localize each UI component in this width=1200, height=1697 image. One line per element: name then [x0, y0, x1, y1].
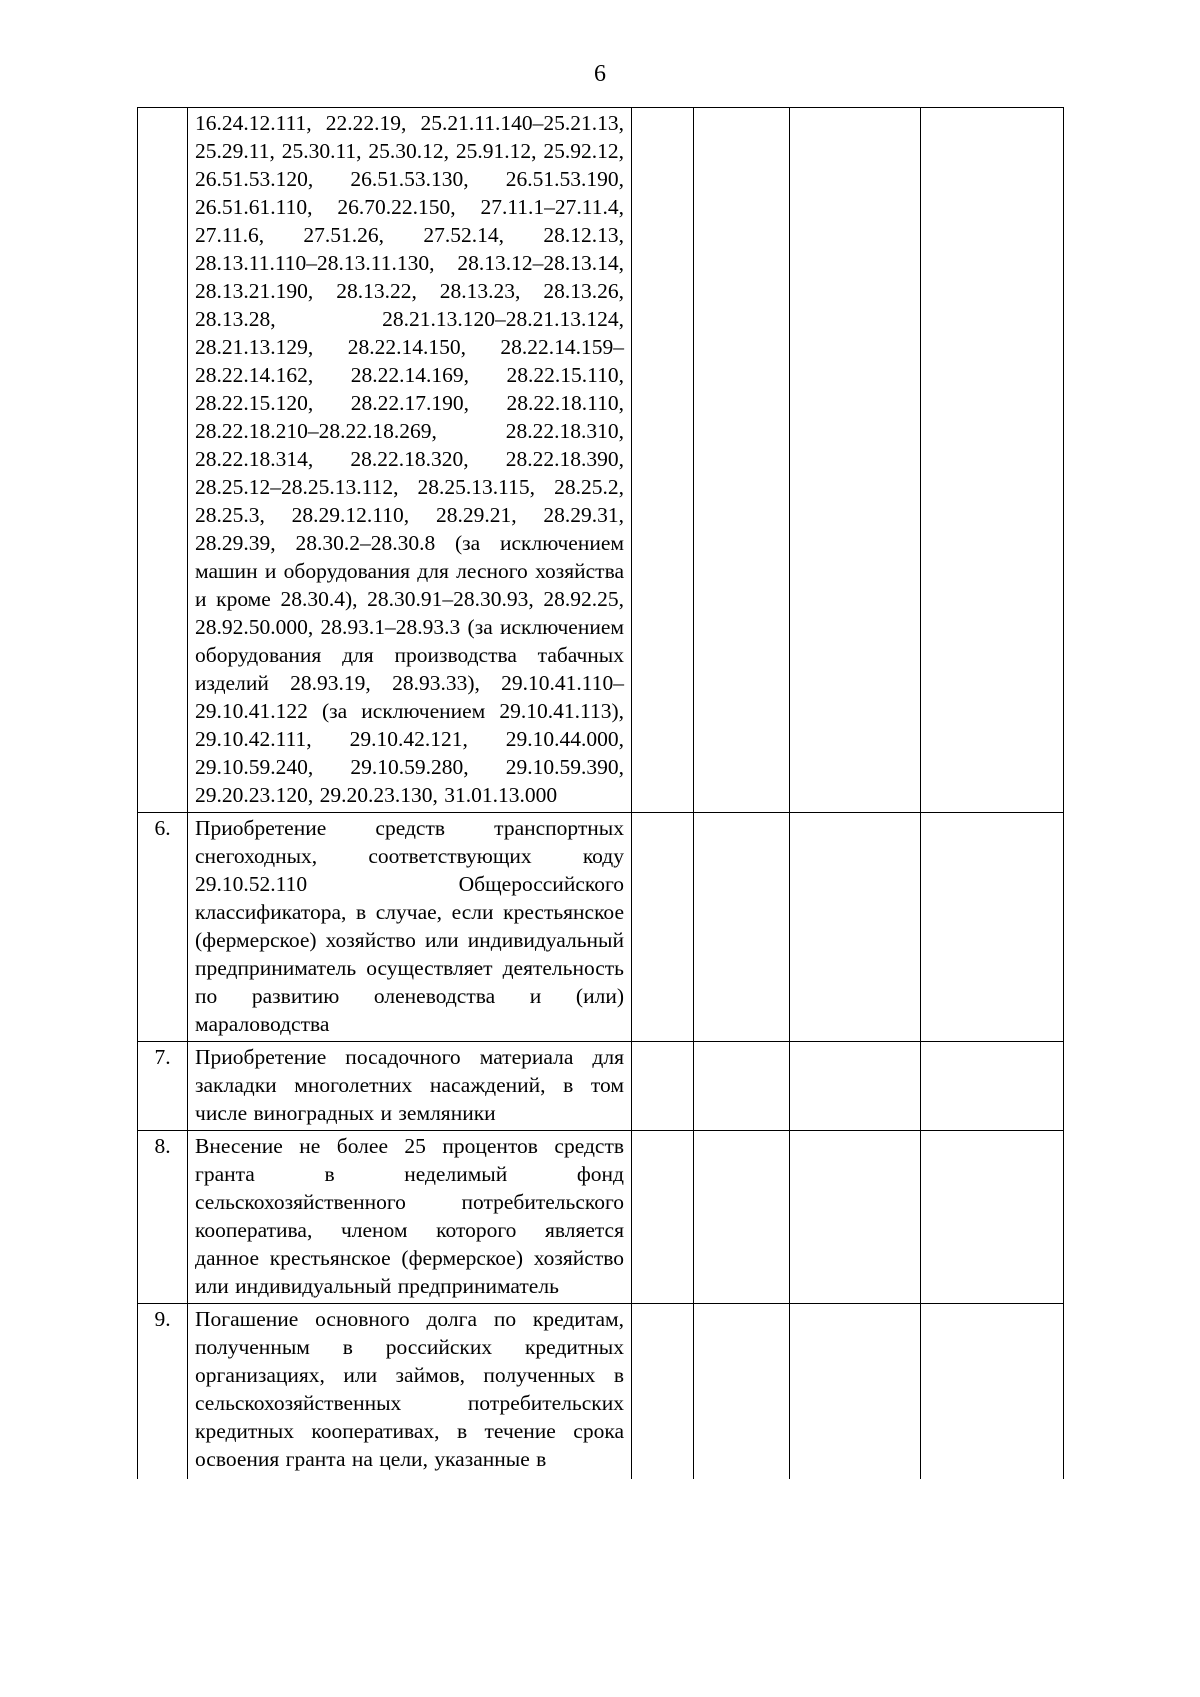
- table-row-8: [138, 1131, 1064, 1304]
- row-text-cell: 16.24.12.111, 22.22.19, 25.21.11.140–25.21.13, 25.29.11, 25.30.11, 25.30.12, 25.91.12, 25.92.12, 26.51.53.120, 26.51.53.130, 26.51.53.190, 26.51.61.110, 26.70.22.150, 27.11.1–27.11.4, 27.11.6, 27.51.26, 27.52.14, 28.12.13, 28.13.11.110–28.13.11.130, 28.13.12–28.13.14, 28.13.21.190, 28.13.22, 28.13.23, 28.13.26, 28.13.28, 28.21.13.120–28.21.13.124, 28.21.13.129, 28.22.14.150, 28.22.14.159–28.22.14.162, 28.22.14.169, 28.22.15.110, 28.22.15.120, 28.22.17.190, 28.22.18.110, 28.22.18.210–28.22.18.269, 28.22.18.310, 28.22.18.314, 28.22.18.320, 28.22.18.390, 28.25.12–28.25.13.112, 28.25.13.115, 28.25.2, 28.25.3, 28.29.12.110, 28.29.21, 28.29.31, 28.29.39, 28.30.2–28.30.8 (за исключением машин и оборудования для лесного хозяйства и кроме 28.30.4), 28.30.91–28.30.93, 28.92.25, 28.92.50.000, 28.93.1–28.93.3 (за исключением оборудования для производства табачных изделий 28.93.19, 28.93.33), 29.10.41.110–29.10.41.122 (за исключением 29.10.41.113), 29.10.42.111, 29.10.42.121, 29.10.44.000, 29.10.59.240, 29.10.59.280, 29.10.59.390, 29.20.23.120, 29.20.23.130, 31.01.13.000: [188, 108, 632, 813]
- table-row-continuation: [138, 108, 1064, 813]
- row-text-cell: Погашение основного долга по кредитам, полученным в российских кредитных организациях, или займов, полученных в сельскохозяйственных потребительских кредитных кооперативах, в течение срока освоения гранта на цели, указанные в: [188, 1304, 632, 1480]
- table-row-9: [138, 1304, 1064, 1480]
- empty-cell: [694, 108, 790, 813]
- row-number-cell: [138, 108, 188, 813]
- empty-cell: [694, 1042, 790, 1131]
- empty-cell: [921, 108, 1064, 813]
- empty-cell: [790, 1131, 921, 1304]
- empty-cell: [632, 1131, 694, 1304]
- empty-cell: [632, 1042, 694, 1131]
- row-text-cell: Приобретение посадочного материала для закладки многолетних насаждений, в том числе виноградных и земляники: [188, 1042, 632, 1131]
- empty-cell: [790, 1304, 921, 1480]
- empty-cell: [921, 1042, 1064, 1131]
- empty-cell: [632, 1304, 694, 1480]
- page-number: 6: [594, 61, 606, 87]
- row-text-cell: Внесение не более 25 процентов средств гранта в неделимый фонд сельскохозяйственного потребительского кооператива, членом которого является данное крестьянское (фермерское) хозяйство или индивидуальный предприниматель: [188, 1131, 632, 1304]
- row-number-cell: 6.: [138, 813, 188, 1042]
- row-number-cell: 8.: [138, 1131, 188, 1304]
- empty-cell: [921, 1304, 1064, 1480]
- empty-cell: [694, 813, 790, 1042]
- row-text-cell: Приобретение средств транспортных снегоходных, соответствующих коду 29.10.52.110 Общероссийского классификатора, в случае, если крестьянское (фермерское) хозяйство или индивидуальный предприниматель осуществляет деятельность по развитию оленеводства и (или) мараловодства: [188, 813, 632, 1042]
- empty-cell: [921, 813, 1064, 1042]
- row-number-cell: 7.: [138, 1042, 188, 1131]
- empty-cell: [632, 813, 694, 1042]
- table-row-7: [138, 1042, 1064, 1131]
- empty-cell: [790, 1042, 921, 1131]
- empty-cell: [790, 813, 921, 1042]
- row-number-cell: 9.: [138, 1304, 188, 1480]
- empty-cell: [790, 108, 921, 813]
- empty-cell: [694, 1131, 790, 1304]
- empty-cell: [632, 108, 694, 813]
- table-row-6: [138, 813, 1064, 1042]
- grant-purposes-table: [137, 107, 1064, 1479]
- empty-cell: [694, 1304, 790, 1480]
- empty-cell: [921, 1131, 1064, 1304]
